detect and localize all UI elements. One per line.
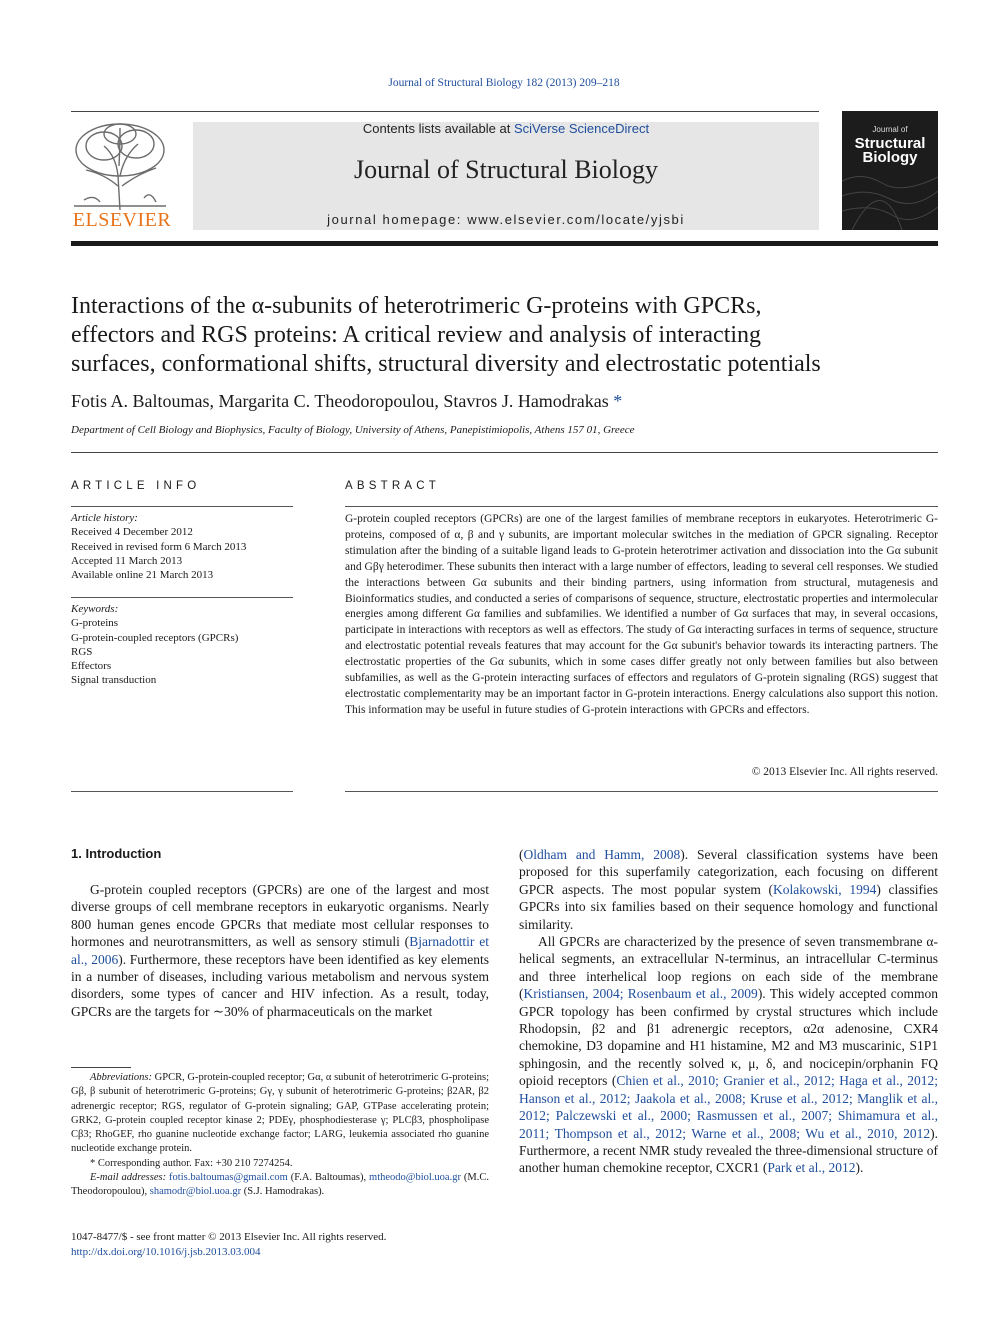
contents-line: Contents lists available at SciVerse ScienceDirect xyxy=(362,121,650,136)
article-info-heading: ARTICLE INFO xyxy=(71,480,201,492)
article-info-rule xyxy=(71,506,293,507)
journal-citation[interactable]: Journal of Structural Biology 182 (2013) 209–218 xyxy=(388,77,620,89)
doi-link[interactable]: http://dx.doi.org/10.1016/j.jsb.2013.03.004 xyxy=(71,1245,261,1258)
elsevier-logo-text: ELSEVIER xyxy=(72,209,172,231)
email-link-baltoumas[interactable]: fotis.baltoumas@gmail.com xyxy=(169,1172,288,1184)
email-link-hamodrakas[interactable]: shamodr@biol.uoa.gr xyxy=(149,1186,242,1198)
footnote-rule xyxy=(71,1067,131,1068)
ref-kolakowski[interactable]: Kolakowski, 1994 xyxy=(773,881,877,897)
ref-bjarnadottir[interactable]: Bjarnadottir et al., 2006 xyxy=(71,934,489,967)
abstract-bottom-rule xyxy=(345,791,938,792)
abstract-heading: ABSTRACT xyxy=(345,480,440,492)
article-info-bottom-rule xyxy=(71,791,293,792)
journal-cover-image xyxy=(842,111,938,230)
intro-right-column: (Oldham and Hamm, 2008). Several classification systems have been proposed for this superfamily categorization, each focusing on different GPCR aspects. The most popular system (Kolakowski, 1994) classifies GPCRs into six families based on their sequence homology and functional similarity. All GPCRs are characterized by the presence of seven transmembrane α-helical segments, an extracellular N-terminus, an intracellular C-terminus and three interhelical loop regions on each side of the membrane (Kristiansen, 2004; Rosenbaum et al., 2009). This widely accepted common GPCR topology has been confirmed by crystal structures which include Rhodopsin, β2 and β1 adrenergic receptors, α2α adenosine, CXR4 chemokine, D3 dopamine and H1 histamine, M2 and M3 muscarinic, S1P1 sphingosin, and the recently solved κ, μ, δ, and nocicepin/orphanin FQ opioid receptors (Chien et al., 2010; Granier et al., 2012; Haga et al., 2012; Hanson et al., 2012; Jaakola et al., 2008; Kruse et al., 2012; Manglik et al., 2012; Palczewski et al., 2000; Rasmussen et al., 2007; Shimamura et al., 2011; Thompson et al., 2012; Warne et al., 2008; Wu et al., 2010, 2012). Furthermore, a recent NMR study revealed the three-dimensional structure of another human chemokine receptor, CXCR1 (Park et al., 2012). xyxy=(519,847,939,1176)
ref-oldham[interactable]: Oldham and Hamm, 2008 xyxy=(523,847,681,862)
email-link-theodoropoulou[interactable]: mtheodo@biol.uoa.gr xyxy=(369,1172,461,1184)
cover-title: Journal of Structural Biology xyxy=(854,125,926,166)
introduction-heading: 1. Introduction xyxy=(71,846,162,861)
affiliation-rule xyxy=(71,452,938,453)
sciencedirect-link[interactable]: SciVerse ScienceDirect xyxy=(513,121,650,136)
intro-left-column: G-protein coupled receptors (GPCRs) are one of the largest and most diverse groups of cell membrane receptors in eukaryotic organisms. Nearly 800 human genes encode GPCRs that mediate most cellular responses to hormones and neurotransmitters, as well as sensory stimuli (Bjarnadottir et al., 2006). Furthermore, these receptors have been identified as key elements in a number of diseases, including various metabolism and nervous system disorders, some types of cancer and HIV infection. As a result, today, GPCRs are the targets for ∼30% of pharmaceuticals on the market xyxy=(71,882,490,1019)
header-thick-rule xyxy=(71,241,938,246)
abstract-text: G-protein coupled receptors (GPCRs) are one of the largest families of membrane receptors in eukaryotes. Heterotrimeric G-proteins, composed of α, β and γ subunits, are important molecular switches in the mediation of GPCR signaling. Receptor stimulation after the binding of a suitable ligand leads to G-protein heterotrimer activation and dissociation into the Gα subunit and Gβγ heterodimer. These subunits then interact with a large number of effectors, leading to several cell responses. We studied the interactions between Gα subunits and their binding partners, using information from structural, mutagenesis and Bioinformatics studies, and conducted a series of comparisons of sequence, structure, electrostatic properties and intermolecular energies among different Gα families and subfamilies. We identified a number of Gα surfaces that may, in several occasions, participate in interactions with receptors as well as effectors. The study of Gα interacting surfaces in terms of sequence, structure and electrostatic potential reveals features that may account for the Gα subunit's behavior towards its interacting partners. The electrostatic properties of the Gα subunits, which in some cases differ greatly not only between families but also between subfamilies, as well as the G-protein interacting surfaces of effectors and regulators of G-protein signaling (RGS) suggest that electrostatic complementarity may be an important factor in G-protein interactions. Energy calculations also support this notion. This information may be useful in future studies of G-protein interactions with GPCRs and effectors. xyxy=(345,513,938,716)
issn-line: 1047-8477/$ - see front matter © 2013 Elsevier Inc. All rights reserved. xyxy=(71,1231,387,1243)
journal-name: Journal of Structural Biology xyxy=(353,155,658,184)
keywords: Keywords: G-proteins G-protein-coupled receptors (GPCRs) RGS Effectors Signal transduction xyxy=(71,603,239,687)
keywords-rule xyxy=(71,597,293,598)
article-history: Article history: Received 4 December 2012 Received in revised form 6 March 2013 Accepted 11 March 2013 Available online 21 March 2013 xyxy=(71,512,247,582)
footnotes: Abbreviations: GPCR, G-protein-coupled receptor; Gα, α subunit of heterotrimeric G-proteins; Gβ, β subunit of heterotrimeric G-proteins; Gγ, γ subunit of heterotrimeric G-proteins; β2AR, β2 adrenergic receptor; RGS, regulator of G-protein signaling; GAP, GTPase accelerating protein; GRK2, G-protein coupled receptor kinase 2; PDEγ, phosphodiesterase γ; PLCβ3, phospholipase Cβ3; RhoGEF, rho guanine nucleotide exchange factor; LARG, leukemia associated rho guanine nucleotide exchange protein. * Corresponding author. Fax: +30 210 7274254. E-mail addresses: fotis.baltoumas@gmail.com (F.A. Baltoumas), mtheodo@biol.uoa.gr (M.C. Theodoropoulou), shamodr@biol.uoa.gr (S.J. Hamodrakas). xyxy=(71,1072,489,1198)
author-list: Fotis A. Baltoumas, Margarita C. Theodoropoulou, Stavros J. Hamodrakas * xyxy=(71,391,623,411)
ref-kristiansen[interactable]: Kristiansen, 2004; Rosenbaum et al., 2009 xyxy=(523,986,758,1002)
ref-park[interactable]: Park et al., 2012 xyxy=(767,1160,856,1176)
footer-identifiers xyxy=(71,1230,489,1259)
header-rule xyxy=(71,111,819,112)
journal-homepage: journal homepage: www.elsevier.com/locate/yjsbi xyxy=(327,212,685,227)
ref-structures[interactable]: Chien et al., 2010; Granier et al., 2012; Haga et al., 2012; Hanson et al., 2012; Jaakola et al., 2008; Kruse et al., 2012; Manglik et al., 2012; Palczewski et al., 2000; Rasmussen et al., 2007; Shimamura et al., 2011; Thompson et al., 2012; Warne et al., 2008; Wu et al., 2010, 2012 xyxy=(519,1073,939,1141)
corresponding-author-mark[interactable]: * xyxy=(613,391,623,411)
homepage-url[interactable]: www.elsevier.com/locate/yjsbi xyxy=(467,212,685,227)
abstract-rule xyxy=(345,506,938,507)
affiliation: Department of Cell Biology and Biophysics, Faculty of Biology, University of Athens, Panepistimiopolis, Athens 157 01, Greece xyxy=(71,424,635,436)
abstract-copyright: © 2013 Elsevier Inc. All rights reserved. xyxy=(751,766,938,778)
article-title: Interactions of the α-subunits of heterotrimeric G-proteins with GPCRs, effectors and RGS proteins: A critical review and analysis of interacting surfaces, conformational shifts, structural diversity and electrostatic potentials xyxy=(71,293,821,377)
